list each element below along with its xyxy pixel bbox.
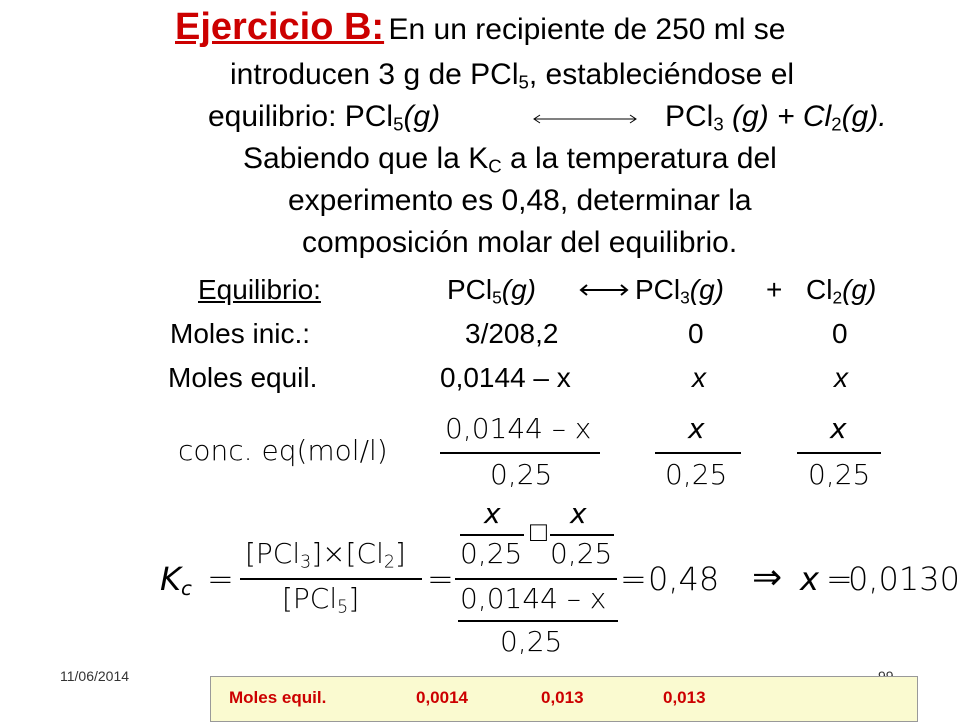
bottom-den: 0,25 [500,625,563,658]
box-glyph: □ [530,515,547,548]
eq-product2: $Cl_2(g)$ [806,274,877,308]
conc-num1: 0,0144 – x [445,412,592,445]
conc-fraction2-bar [655,452,741,454]
bottom-num: 0,0144 – x [460,582,607,615]
conc-fraction1-bar [440,452,600,454]
equilibrium-arrow-icon [530,112,640,126]
equilibrium-label: Equilibrio: [198,274,321,305]
result-value: 0,0130 [848,560,960,598]
conc-num3: x [830,412,847,445]
equil-moles-label: Moles equil. [168,362,318,393]
eq-reactant: PCl$_5$(g) [447,274,537,308]
top-num-x2: x [570,497,587,530]
result-box-v2: 0,013 [541,688,584,707]
top-sub-bar1 [460,534,524,536]
footer-date: 11/06/2014 [60,668,130,684]
heading-line3b: PCl$_3$ $(g) + Cl_2(g)$. [665,100,887,135]
heading-line6: composición molar del equilibrio. [302,226,738,259]
heading-line4: Sabiendo que la $K_C$ a la temperatura del [243,142,777,177]
kc-numerator: $[PCl_3]\times[Cl_2]$ [245,537,406,573]
kc-equals3: = [620,560,647,598]
kc-symbol: $K_c$ [160,560,192,600]
bottom-sub-bar [458,620,618,622]
concentration-label: conc. eq(mol/l) [178,434,388,467]
heading-line5: experimento es 0,48, determinar la [288,184,752,217]
kc-value: 0,48 [648,560,720,598]
initial-moles-label: Moles inic.: [170,318,311,349]
conc-num2: x [688,412,705,445]
kc-fraction-bar [240,578,422,580]
kc-equals2: = [427,560,454,598]
eq-plus: + [766,274,783,305]
equil-moles-v2: x [692,362,706,393]
result-x: x [800,560,819,598]
result-box-label: Moles equil. [229,688,327,707]
equilibrium-row-arrow-icon [578,283,630,297]
kc-denominator: [PCl$_5$] [282,582,360,618]
initial-moles-v3: 0 [832,318,848,349]
exercise-label: Ejercicio B: [175,6,385,48]
kc-big-fraction-bar [455,578,617,580]
kc-equals: = [207,560,234,598]
conc-den2: 0,25 [665,458,728,491]
top-num-x1: x [484,497,501,530]
heading-line1: En un recipiente de 250 ml se [388,13,786,46]
top-sub-bar2 [550,534,614,536]
initial-moles-v2: 0 [688,318,704,349]
heading-line3a: equilibrio: PCl$_5$(g) [208,100,441,135]
conc-den1: 0,25 [490,458,553,491]
conc-den3: 0,25 [808,458,871,491]
result-box-v1: 0,0014 [416,688,468,707]
top-den1: 0,25 [460,537,523,570]
implies-arrow-icon: ⇒ [752,556,783,597]
top-den2: 0,25 [550,537,613,570]
exercise-heading [175,6,785,49]
result-box-v3: 0,013 [663,688,706,707]
conc-fraction3-bar [797,452,881,454]
result-box [210,676,918,722]
result-equals: = [826,560,853,598]
eq-product1: PCl$_3$(g) [635,274,725,308]
initial-moles-v1: 3/208,2 [465,318,559,349]
heading-line2: introducen 3 g de PCl$_5$, estableciéndose el [230,58,795,93]
equil-moles-v1: 0,0144 – x [440,362,571,393]
equil-moles-v3: x [834,362,848,393]
